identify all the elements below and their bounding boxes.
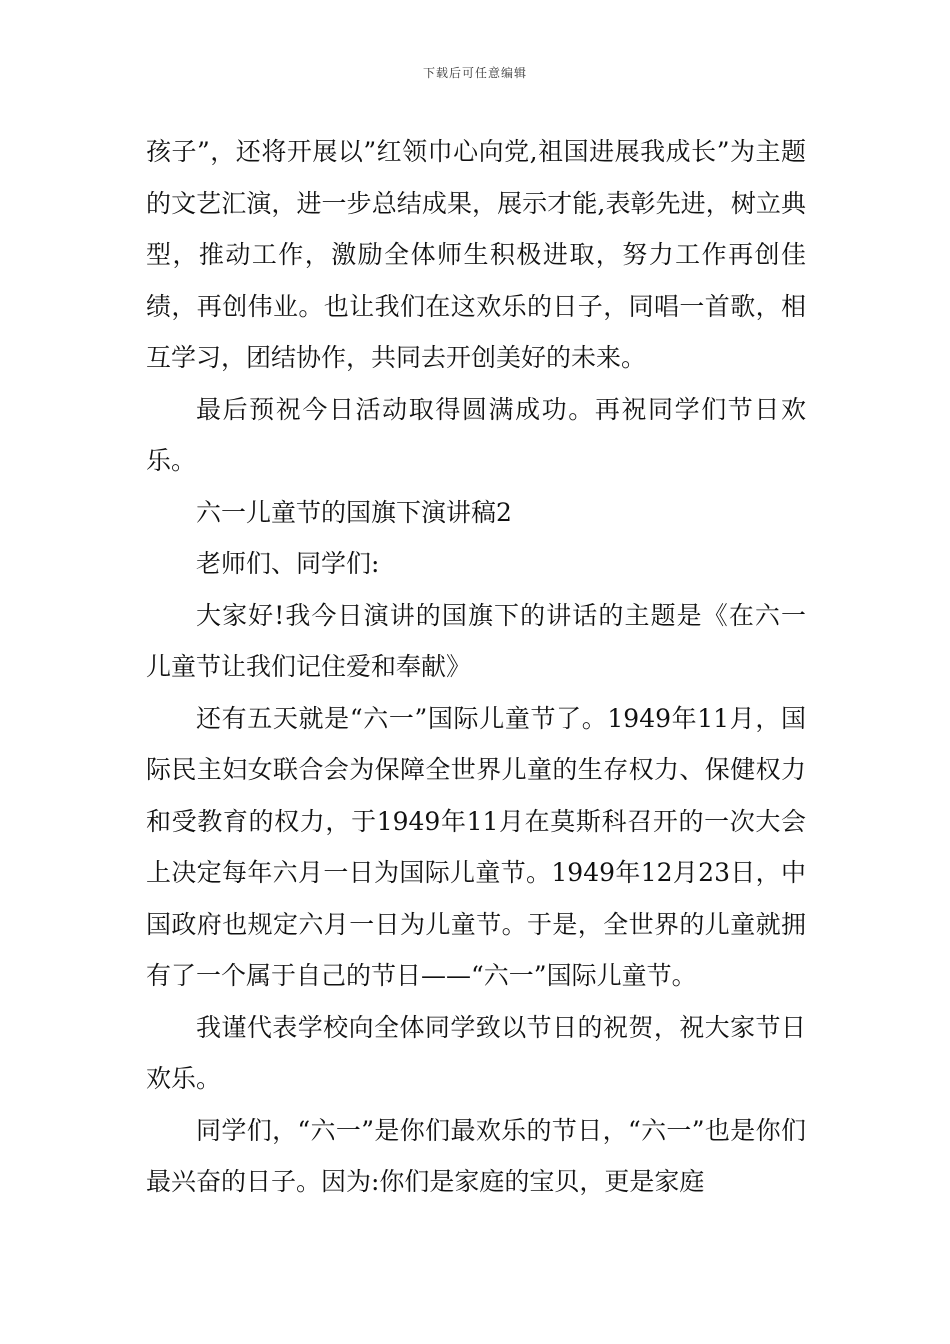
document-body [146, 126, 806, 1208]
paragraph: 还有五天就是“六一”国际儿童节了。1949年11月，国际民主妇女联合会为保障全世界儿童的生存权力、保健权力和受教育的权力，于1949年11月在莫斯科召开的一次大会上决定每年六月一日为国际儿童节。1949年12月23日，中国政府也规定六月一日为儿童节。于是，全世界的儿童就拥有了一个属于自己的节日——“六一”国际儿童节。 [146, 703, 806, 990]
paragraph: 我谨代表学校向全体同学致以节日的祝贺，祝大家节日欢乐。 [146, 1012, 806, 1093]
paragraph: 同学们，“六一”是你们最欢乐的节日，“六一”也是你们最兴奋的日子。因为:你们是家庭的宝贝，更是家庭 [146, 1115, 806, 1196]
paragraph: 孩子”，还将开展以”红领巾心向党,祖国进展我成长”为主题的文艺汇演，进一步总结成果，展示才能,表彰先进，树立典型，推动工作，激励全体师生积极进取，努力工作再创佳绩，再创伟业。也让我们在这欢乐的日子，同唱一首歌，相互学习，团结协作，共同去开创美好的未来。 [146, 137, 806, 372]
section-heading: 六一儿童节的国旗下演讲稿2 [196, 497, 512, 527]
paragraph: 最后预祝今日活动取得圆满成功。再祝同学们节日欢乐。 [146, 394, 806, 475]
salutation: 老师们、同学们: [196, 549, 380, 578]
paragraph: 大家好!我今日演讲的国旗下的讲话的主题是《在六一儿童节让我们记住爱和奉献》 [146, 600, 806, 681]
page-header: 下载后可任意编辑 [422, 66, 527, 80]
